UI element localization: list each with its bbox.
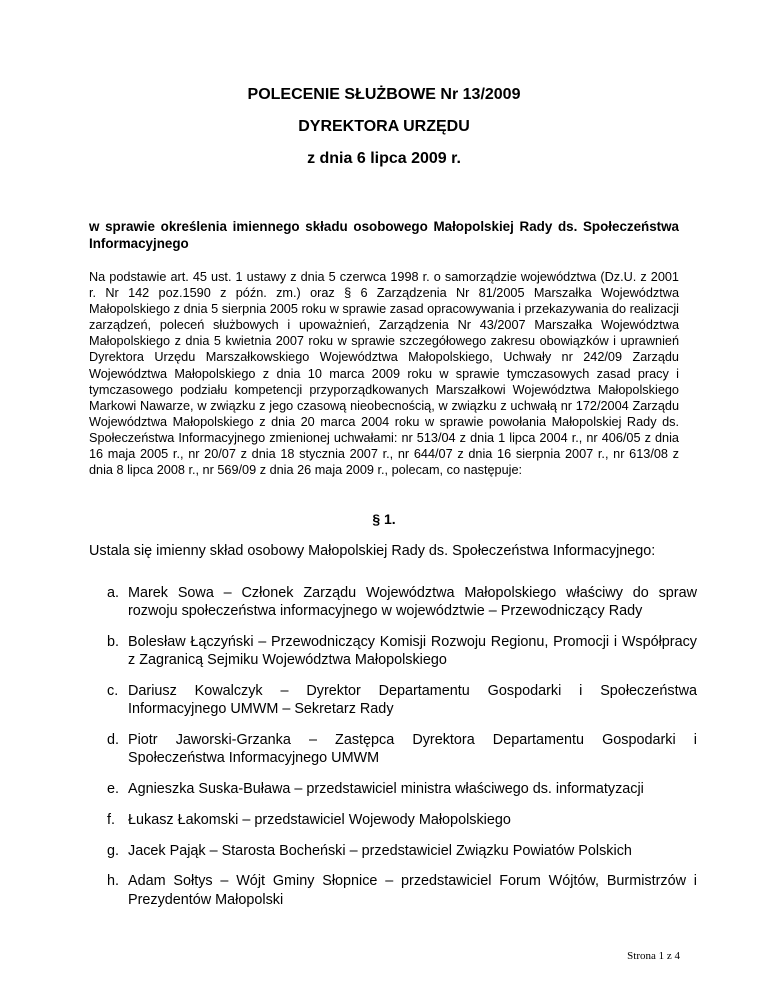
list-item-text: Piotr Jaworski-Grzanka – Zastępca Dyrektora Departamentu Gospodarki i Społeczeństwa Informacyjnego UMWM xyxy=(128,732,697,767)
list-item-text: Łukasz Łakomski – przedstawiciel Wojewody Małopolskiego xyxy=(128,811,511,828)
list-item xyxy=(107,811,697,829)
list-item-letter: a. xyxy=(107,585,120,601)
page-number: Strona 1 z 4 xyxy=(627,950,680,962)
section-heading: § 1. xyxy=(372,511,396,527)
document-date: z dnia 6 lipca 2009 r. xyxy=(307,150,461,167)
list-item xyxy=(107,842,697,860)
section-intro: Ustala się imienny skład osobowy Małopolskiej Rady ds. Społeczeństwa Informacyjnego: xyxy=(89,543,656,559)
list-item xyxy=(107,682,697,718)
list-item-text: Agnieszka Suska-Buława – przedstawiciel ministra właściwego ds. informatyzacji xyxy=(128,781,644,797)
list-item-text: Marek Sowa – Członek Zarządu Województwa Małopolskiego właściwy do spraw rozwoju społeczeństwa informacyjnego w województwie – Przewodniczący Rady xyxy=(128,585,697,620)
list-item-text: Dariusz Kowalczyk – Dyrektor Departamentu Gospodarki i Społeczeństwa Informacyjnego UMWM – Sekretarz Rady xyxy=(128,683,697,718)
list-item-text: Adam Sołtys – Wójt Gminy Słopnice – przedstawiciel Forum Wójtów, Burmistrzów i Prezydentów Małopolski xyxy=(128,873,697,908)
list-item xyxy=(107,872,697,908)
list-item-letter: g. xyxy=(107,842,120,859)
list-item-letter: c. xyxy=(107,683,119,699)
list-item-letter: b. xyxy=(107,634,120,650)
list-item xyxy=(107,780,697,798)
legal-basis-paragraph: Na podstawie art. 45 ust. 1 ustawy z dnia 5 czerwca 1998 r. o samorządzie województwa (Dz.U. z 2001 r. Nr 142 poz.1590 z późn. zm.) oraz § 6 Zarządzenia Nr 81/2005 Marszałka Województwa Małopolskiego z dnia 5 sierpnia 2005 roku w sprawie zasad opracowywania i przekazywania do realizacji zarządzeń, poleceń służbowych i upoważnień, Zarządzenia Nr 43/2007 Marszałka Województwa Małopolskiego z dnia 5 kwietnia 2007 roku w sprawie szczegółowego zakresu obowiązków i uprawnień Dyrektora Urzędu Marszałkowskiego Województwa Małopolskiego, Uchwały nr 242/09 Zarządu Województwa Małopolskiego z dnia 10 marca 2009 roku w sprawie tymczasowych zasad pracy i tymczasowego podziału kompetencji przyporządkowanych Marszałkowi Województwa Małopolskiego Markowi Nawarze, w związku z jego czasową nieobecnością, w związku z uchwałą nr 172/2004 Zarządu Województwa Małopolskiego z dnia 20 marca 2004 roku w sprawie powołania Małopolskiej Rady ds. Społeczeństwa Informacyjnego zmienionej uchwałami: nr 513/04 z dnia 1 lipca 2004 r., nr 406/05 z dnia 16 maja 2005 r., nr 20/07 z dnia 18 stycznia 2007 r., nr 644/07 z dnia 16 sierpnia 2007 r., nr 613/08 z dnia 8 lipca 2008 r., nr 569/09 z dnia 26 maja 2009 r., polecam, co następuje: xyxy=(89,270,679,478)
list-item xyxy=(107,731,697,767)
list-item-letter: f. xyxy=(107,811,115,828)
document-subject: w sprawie określenia imiennego składu osobowego Małopolskiej Rady ds. Społeczeństwa Informacyjnego xyxy=(89,219,679,251)
member-list xyxy=(107,584,697,921)
list-item-letter: e. xyxy=(107,781,120,797)
list-item-text: Bolesław Łączyński – Przewodniczący Komisji Rozwoju Regionu, Promocji i Współpracy z Zagranicą Sejmiku Województwa Małopolskiego xyxy=(128,634,697,669)
document-issuer: DYREKTORA URZĘDU xyxy=(298,118,470,135)
list-item xyxy=(107,584,697,620)
list-item-letter: d. xyxy=(107,732,120,748)
list-item-letter: h. xyxy=(107,873,120,890)
document-title: POLECENIE SŁUŻBOWE Nr 13/2009 xyxy=(247,86,521,103)
list-item xyxy=(107,633,697,669)
list-item-text: Jacek Pająk – Starosta Bocheński – przedstawiciel Związku Powiatów Polskich xyxy=(128,842,632,859)
